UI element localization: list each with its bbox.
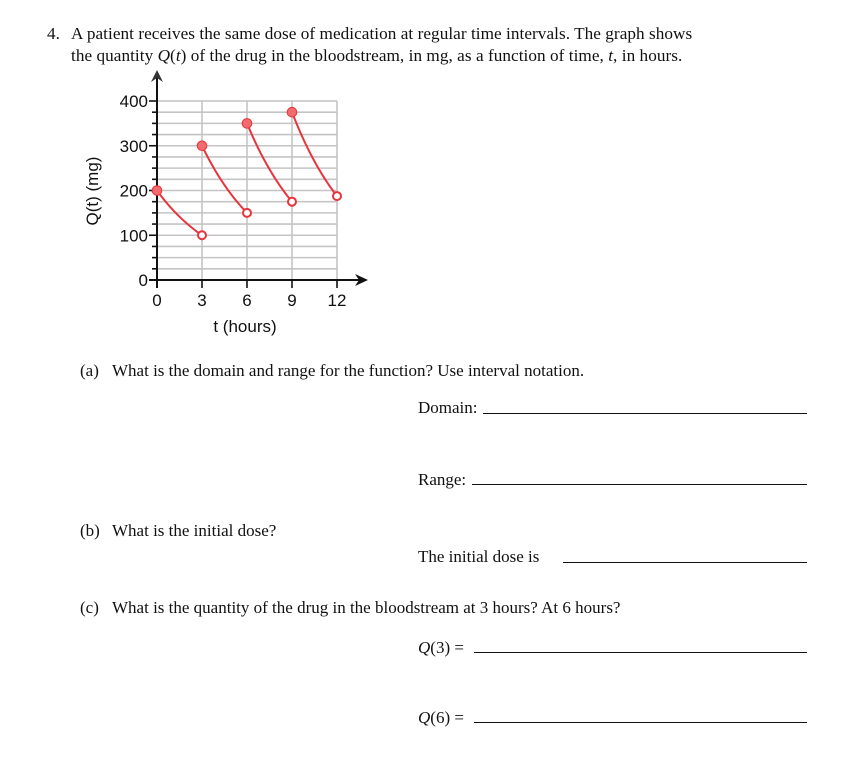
x-axis-label: t (hours) [213, 317, 277, 336]
problem-line-2-text-c: , in hours. [613, 46, 683, 65]
ticks [149, 101, 337, 288]
problem-line-2-text-a: the quantity [71, 46, 158, 65]
part-b-label: (b) [80, 521, 100, 540]
quantity-graph [0, 0, 868, 345]
x-tick-label: 6 [242, 291, 252, 310]
closed-point [287, 107, 297, 117]
y-tick-label: 300 [119, 136, 148, 156]
problem-line-1: A patient receives the same dose of medication at regular time intervals. The graph shows [71, 24, 693, 43]
y-tick-label: 0 [138, 271, 148, 290]
open-point [288, 198, 296, 206]
part-c-question: What is the quantity of the drug in the bloodstream at 3 hours? At 6 hours? [112, 598, 621, 617]
problem-number: 4. [47, 24, 60, 43]
initial-dose-label: The initial dose is [418, 547, 540, 566]
q-symbol: Q [157, 46, 171, 65]
q6-answer-line[interactable] [474, 722, 807, 723]
part-c-label: (c) [80, 598, 99, 617]
open-point [198, 231, 206, 239]
t-symbol-2: t [608, 46, 614, 65]
y-tick-label: 400 [119, 92, 148, 111]
initial-dose-answer-line[interactable] [563, 562, 807, 563]
q3-answer-line[interactable] [474, 652, 807, 653]
open-point [333, 192, 341, 200]
part-a-label: (a) [80, 361, 99, 380]
range-label: Range: [418, 470, 467, 489]
x-tick-label: 12 [327, 291, 347, 310]
problem-line-2-text-b: of the drug in the bloodstream, in mg, as a function of time, [186, 46, 609, 65]
domain-label: Domain: [418, 398, 478, 417]
y-axis-label: Q(t) (mg) [83, 156, 102, 226]
t-symbol: t [175, 46, 181, 65]
y-tick-label: 200 [119, 181, 148, 201]
q3-label [418, 638, 464, 658]
open-point [243, 209, 251, 217]
q6-function: Q [418, 708, 431, 727]
domain-answer-line[interactable] [483, 413, 807, 414]
closed-point [242, 119, 252, 129]
closed-point [152, 186, 162, 196]
q6-label [418, 708, 464, 728]
closed-point [197, 141, 207, 151]
q3-argument: (3) = [430, 638, 464, 657]
segment-4-curve [292, 112, 337, 196]
part-b-question: What is the initial dose? [112, 521, 277, 540]
x-tick-label: 3 [197, 291, 207, 310]
paren-close: ) [180, 46, 187, 65]
x-tick-label: 0 [152, 291, 162, 310]
y-tick-label: 100 [119, 226, 148, 246]
part-a-question: What is the domain and range for the function? Use interval notation. [112, 361, 585, 380]
q6-argument: (6) = [430, 708, 464, 727]
range-answer-line[interactable] [472, 484, 807, 485]
x-tick-label: 9 [287, 291, 297, 310]
q3-function: Q [418, 638, 431, 657]
paren-open: ( [170, 46, 176, 65]
